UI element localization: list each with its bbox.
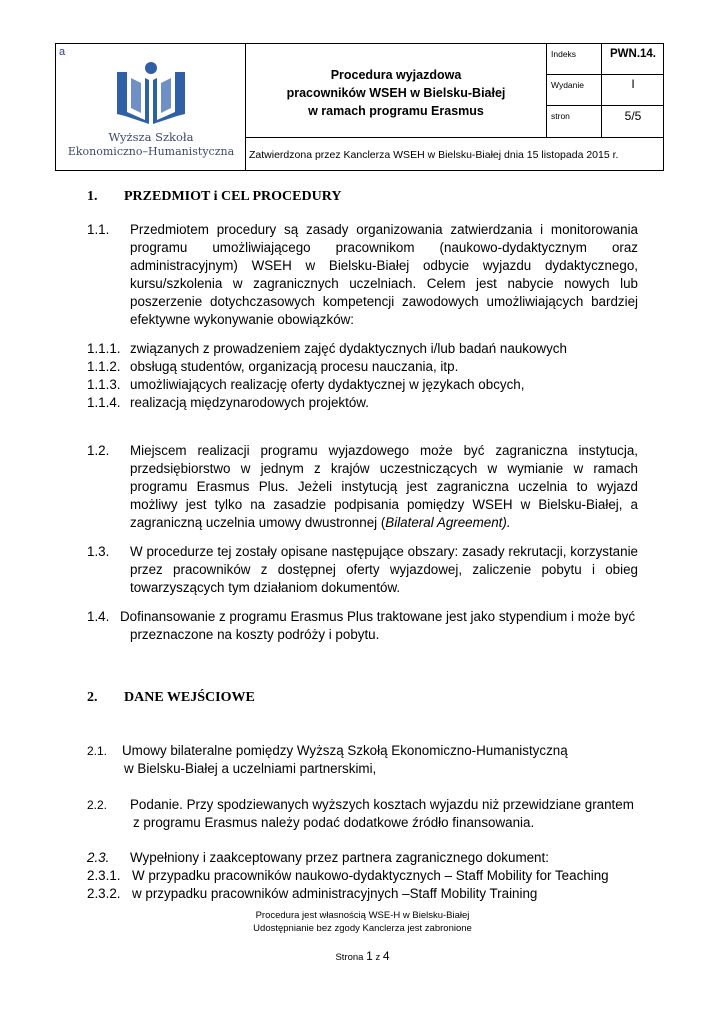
procedure-title (246, 66, 546, 120)
index-label: Indeks (551, 49, 577, 59)
document-header-table (55, 43, 664, 171)
divider (546, 105, 663, 106)
pages-value: 5/5 (624, 109, 642, 123)
list-item: W przypadku pracowników naukowo-dydaktycznych – Staff Mobility for Teaching (132, 868, 609, 883)
list-item: realizacją międzynarodowych projektów. (130, 395, 369, 410)
paragraph-1-2 (130, 442, 638, 532)
section-title: DANE WEJŚCIOWE (124, 690, 255, 705)
list-item: obsługą studentów, organizacją procesu nauczania, itp. (130, 359, 459, 374)
list-item: związanych z prowadzeniem zajęć dydaktycznych i/lub badań naukowych (130, 341, 567, 356)
page-label: Strona (335, 952, 364, 963)
corner-mark: a (59, 46, 66, 58)
paragraph-2-1-line1: Umowy bilateralne pomiędzy Wyższą Szkołą Ekonomiczno-Humanistyczną (122, 743, 568, 758)
paragraph-number: 1.3. (87, 544, 110, 559)
edition-value: I (631, 77, 635, 91)
list-item-number: 2.3.1. (87, 868, 121, 883)
bilateral-agreement-term: Bilateral Agreement). (385, 515, 511, 530)
title-line2: pracowników WSEH w Bielsku-Białej (286, 86, 506, 100)
paragraph-number: 2.1. (87, 744, 108, 758)
divider (546, 44, 547, 137)
pages-label: stron (551, 111, 570, 121)
footer-restriction: Udostępnianie bez zgody Kanclerza jest zabronione (253, 923, 472, 934)
footer-ownership: Procedura jest własnością WSE-H w Bielsku-Białej (255, 910, 470, 921)
paragraph-1-4-line2: przeznaczone na koszty podróży i pobytu. (130, 627, 380, 642)
school-logo-icon (111, 58, 191, 126)
paragraph-number: 2.2. (87, 798, 108, 812)
paragraph-1-1: Przedmiotem procedury są zasady organizowania zatwierdzania i monitorowania programu umożliwiającego pracownikom (naukowo-dydaktycznym oraz administracyjnym) WSEH w Bielsku-Białej odbycie wyjazdu dydaktycznego, kursu/szkolenia w zagranicznych uczelniach. Celem jest nabycie nowych lub poszerzenie dotychczasowych kompetencji zawodowych umożliwiających bardziej efektywne wykonywanie obowiązków: (130, 222, 638, 327)
logo-line2: Ekonomiczno–Humanistyczna (67, 145, 235, 158)
paragraph-2-2-line2: z programu Erasmus należy podać dodatkowe źródło finansowania. (133, 815, 535, 830)
page-number: 1 (366, 949, 373, 963)
page-separator: z (375, 952, 381, 963)
paragraph-number: 1.4. (87, 609, 110, 624)
divider (245, 137, 663, 138)
title-line1: Procedura wyjazdowa (330, 68, 462, 82)
paragraph-number: 1.1. (87, 222, 110, 237)
paragraph-2-2-line1: Podanie. Przy spodziewanych wyższych kosztach wyjazdu niż przewidziane grantem (130, 797, 634, 812)
edition-label: Wydanie (551, 80, 584, 90)
index-value: PWN.14. (609, 48, 656, 60)
paragraph-1-2-text: Miejscem realizacji programu wyjazdowego może być zagraniczna instytucja, przedsiębiorstwo w jednym z krajów uczestniczących w wymianie w ramach programu Erasmus Plus. Jeżeli instytucją jest zagraniczna uczelnia to wyjazd możliwy jest tylko na zasadzie podpisania pomiędzy WSEH w Bielsku-Białej, a zagraniczną uczelnia umowy dwustronnej ( (130, 443, 638, 530)
paragraph-1-4-line1: Dofinansowanie z programu Erasmus Plus traktowane jest jako stypendium i może być (120, 609, 636, 624)
section-number: 1. (87, 189, 98, 204)
section-title: PRZEDMIOT i CEL PROCEDURY (124, 189, 342, 204)
list-item-number: 1.1.4. (87, 395, 121, 410)
list-item: umożliwiających realizację oferty dydaktycznej w językach obcych, (130, 377, 525, 392)
paragraph-2-1-line2: w Bielsku-Białej a uczelniami partnerskimi, (124, 761, 377, 776)
list-item-number: 1.1.1. (87, 341, 121, 356)
paragraph-1-3: W procedurze tej zostały opisane następujące obszary: zasady rekrutacji, korzystanie przez pracowników z dostępnej oferty wyjazdowej, zaliczenie pobytu i obieg towarzyszących tym działaniom dokumentów. (130, 544, 638, 595)
paragraph-number: 1.2. (87, 443, 110, 458)
list-item-number: 2.3.2. (87, 886, 121, 901)
page-total: 4 (382, 949, 390, 963)
logo-line1: Wyższa Szkoła (108, 130, 194, 144)
section-number: 2. (87, 690, 98, 705)
divider (546, 74, 663, 75)
paragraph-number: 2.3. (87, 850, 110, 865)
approval-note: Zatwierdzona przez Kanclerza WSEH w Bielsku-Białej dnia 15 listopada 2015 r. (249, 149, 619, 161)
page-counter (0, 950, 725, 964)
paragraph-2-3: Wypełniony i zaakceptowany przez partnera zagranicznego dokument: (130, 850, 549, 865)
list-item-number: 1.1.2. (87, 359, 121, 374)
list-item: w przypadku pracowników administracyjnych –Staff Mobility Training (132, 886, 538, 901)
title-line3: w ramach programu Erasmus (308, 104, 484, 118)
list-item-number: 1.1.3. (87, 377, 121, 392)
